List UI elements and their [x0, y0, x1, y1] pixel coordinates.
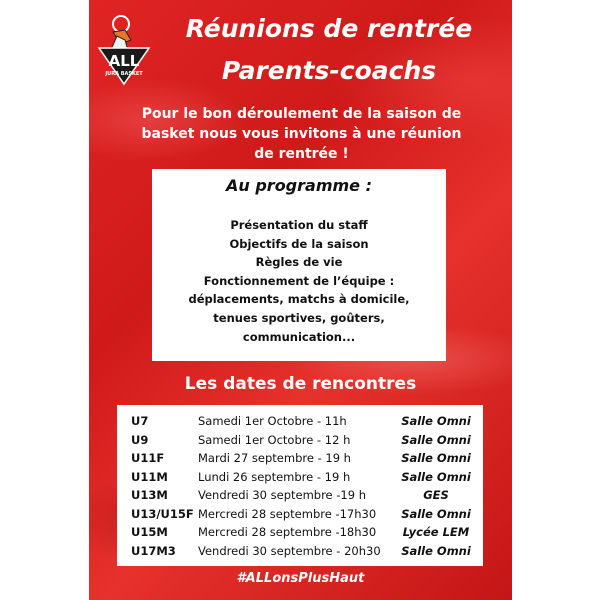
intro-line-1: Pour le bon déroulement de la saison de	[141, 106, 462, 122]
programme-item: Objectifs de la saison	[229, 236, 369, 251]
schedule-place: Lycée LEM	[402, 525, 470, 539]
intro-line-3: de rentrée !	[254, 146, 349, 162]
schedule-table	[117, 405, 483, 566]
schedule-place: Salle Omni	[401, 414, 471, 428]
schedule-category: U17M3	[131, 543, 176, 558]
schedule-place: Salle Omni	[401, 432, 471, 447]
schedule-place: Salle Omni	[401, 543, 471, 558]
title-line-1: Réunions de rentrée	[185, 14, 473, 43]
programme-item: déplacements, matchs à domicile,	[188, 292, 410, 307]
schedule-row	[117, 542, 483, 560]
schedule-row	[117, 486, 483, 504]
schedule-row	[117, 505, 483, 523]
schedule-row	[117, 431, 483, 449]
logo-text: ALL	[108, 52, 140, 70]
schedule-date: Mardi 27 septembre - 19 h	[198, 451, 351, 465]
programme-item: Fonctionnement de l’équipe :	[203, 273, 395, 288]
programme-item: communication...	[242, 329, 356, 344]
hashtag: #ALLonsPlusHaut	[236, 571, 365, 586]
schedule-category: U11F	[131, 451, 165, 465]
schedule-row	[117, 523, 483, 541]
schedule-date: Vendredi 30 septembre - 20h30	[198, 543, 381, 558]
programme-item: tenues sportives, goûters,	[213, 310, 385, 325]
programme-panel	[152, 169, 446, 361]
title-line-2: Parents-coachs	[221, 56, 437, 85]
schedule-place: GES	[423, 488, 449, 502]
schedule-category: U13M	[131, 488, 168, 502]
schedule-place: Salle Omni	[401, 506, 471, 521]
poster	[89, 0, 512, 600]
logo-subtext: JURA BASKET	[105, 71, 143, 77]
schedule-row	[117, 468, 483, 486]
schedule-date: Samedi 1er Octobre - 11h	[198, 414, 347, 428]
schedule-date: Samedi 1er Octobre - 12 h	[198, 432, 351, 447]
schedule-date: Lundi 26 septembre - 19 h	[198, 469, 351, 484]
intro-line-2: basket nous vous invitons à une réunion	[141, 126, 462, 142]
dates-heading: Les dates de rencontres	[184, 374, 417, 394]
programme-item: Présentation du staff	[230, 218, 368, 232]
schedule-place: Salle Omni	[401, 469, 471, 484]
schedule-date: Vendredi 30 septembre -19 h	[198, 488, 367, 502]
intro-text	[119, 104, 484, 164]
schedule-category: U9	[131, 432, 149, 447]
schedule-date: Mercredi 28 septembre -17h30	[198, 506, 377, 521]
all-jura-basket-logo	[95, 14, 153, 86]
programme-list	[152, 216, 446, 346]
schedule-place: Salle Omni	[401, 451, 471, 465]
schedule-row	[117, 449, 483, 467]
schedule-row	[117, 412, 483, 430]
schedule-date: Mercredi 28 septembre -18h30	[198, 525, 377, 539]
programme-item: Règles de vie	[255, 255, 343, 270]
programme-title: Au programme :	[226, 176, 372, 195]
schedule-category: U7	[131, 414, 149, 428]
schedule-category: U13/U15F	[131, 506, 194, 521]
schedule-category: U15M	[131, 525, 168, 539]
schedule-category: U11M	[131, 469, 168, 484]
